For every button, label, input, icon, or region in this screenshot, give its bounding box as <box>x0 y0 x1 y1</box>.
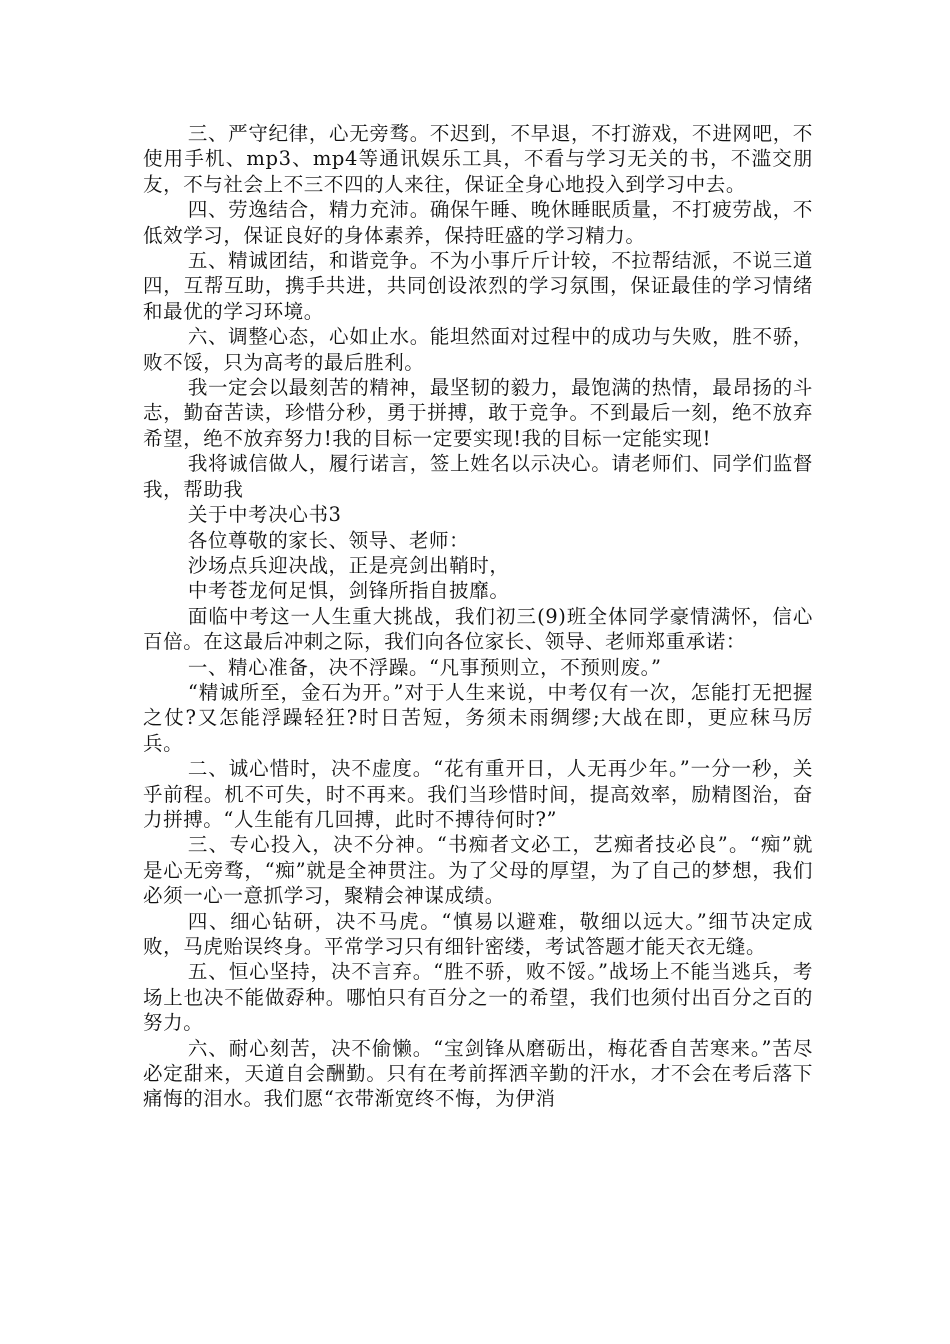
paragraph-point-5: 五、恒心坚持，决不言弃。“胜不骄，败不馁。”战场上不能当逃兵，考场上也决不能做孬种。哪怕只有百分之一的希望，我们也须付出百分之百的努力。 <box>143 960 813 1035</box>
paragraph-unity: 五、精诚团结，和谐竞争。不为小事斤斤计较，不拉帮结派，不说三道四，互帮互助，携手共进，共同创设浓烈的学习氛围，保证最佳的学习情绪和最优的学习环境。 <box>143 249 813 323</box>
verse-line-1: 沙场点兵迎决战，正是亮剑出鞘时， <box>187 553 510 577</box>
document-body <box>143 121 813 1112</box>
paragraph-point-1-detail: “精诚所至，金石为开。”对于人生来说，中考仅有一次，怎能打无把握之仗?又怎能浮躁轻狂?时日苦短，务须未雨绸缪;大战在即，更应秣马厉兵。 <box>143 680 813 755</box>
paragraph-point-6: 六、耐心刻苦，决不偷懒。“宝剑锋从磨砺出，梅花香自苦寒来。”苦尽必定甜来，天道自会酬勤。只有在考前挥洒辛勤的汗水，才不会在考后落下痛悔的泪水。我们愿“衣带渐宽终不悔，为伊消 <box>143 1036 813 1111</box>
paragraph-point-2: 二、诚心惜时，决不虚度。“花有重开日，人无再少年。”一分一秒，关乎前程。机不可失，时不再来。我们当珍惜时间，提高效率，励精图治，奋力拼搏。“人生能有几回搏，此时不搏待何时?” <box>143 757 813 831</box>
paragraph-discipline: 三、严守纪律，心无旁骛。不迟到，不早退，不打游戏，不进网吧，不使用手机、mp3、mp4等通讯娱乐工具，不看与学习无关的书，不滥交朋友，不与社会上不三不四的人来往，保证全身心地投入到学习中去。 <box>143 122 813 196</box>
paragraph-pledge: 我将诚信做人，履行诺言，签上姓名以示决心。请老师们、同学们监督我，帮助我 <box>143 452 813 501</box>
salutation: 各位尊敬的家长、领导、老师： <box>187 528 470 552</box>
paragraph-point-3: 三、专心投入，决不分神。“书痴者文必工，艺痴者技必良”。“痴”就是心无旁骛，“痴”就是全神贯注。为了父母的厚望，为了自己的梦想，我们必须一心一意抓学习，聚精会神谋成绩。 <box>143 833 813 908</box>
paragraph-point-1: 一、精心准备，决不浮躁。“凡事预则立，不预则废。” <box>187 655 662 679</box>
section-title: 关于中考决心书3 <box>187 503 342 527</box>
paragraph-point-4: 四、细心钻研，决不马虎。“慎易以避难，敬细以远大。”细节决定成败，马虎贻误终身。平常学习只有细针密缕，考试答题才能天衣无缝。 <box>143 909 813 958</box>
paragraph-rest-balance: 四、劳逸结合，精力充沛。确保午睡、晚休睡眠质量，不打疲劳战，不低效学习，保证良好的身体素养，保持旺盛的学习精力。 <box>143 198 813 247</box>
paragraph-mindset: 六、调整心态，心如止水。能坦然面对过程中的成功与失败，胜不骄，败不馁，只为高考的最后胜利。 <box>143 325 813 374</box>
verse-line-2: 中考苍龙何足惧，剑锋所指自披靡。 <box>187 579 510 603</box>
paragraph-intro: 面临中考这一人生重大挑战，我们初三(9)班全体同学豪情满怀，信心百倍。在这最后冲刺之际，我们向各位家长、领导、老师郑重承诺： <box>143 604 813 654</box>
paragraph-resolve: 我一定会以最刻苦的精神，最坚韧的毅力，最饱满的热情，最昂扬的斗志，勤奋苦读，珍惜分秒，勇于拼搏，敢于竞争。不到最后一刻，绝不放弃希望，绝不放弃努力!我的目标一定要实现!我的目标一定能实现! <box>143 376 813 450</box>
